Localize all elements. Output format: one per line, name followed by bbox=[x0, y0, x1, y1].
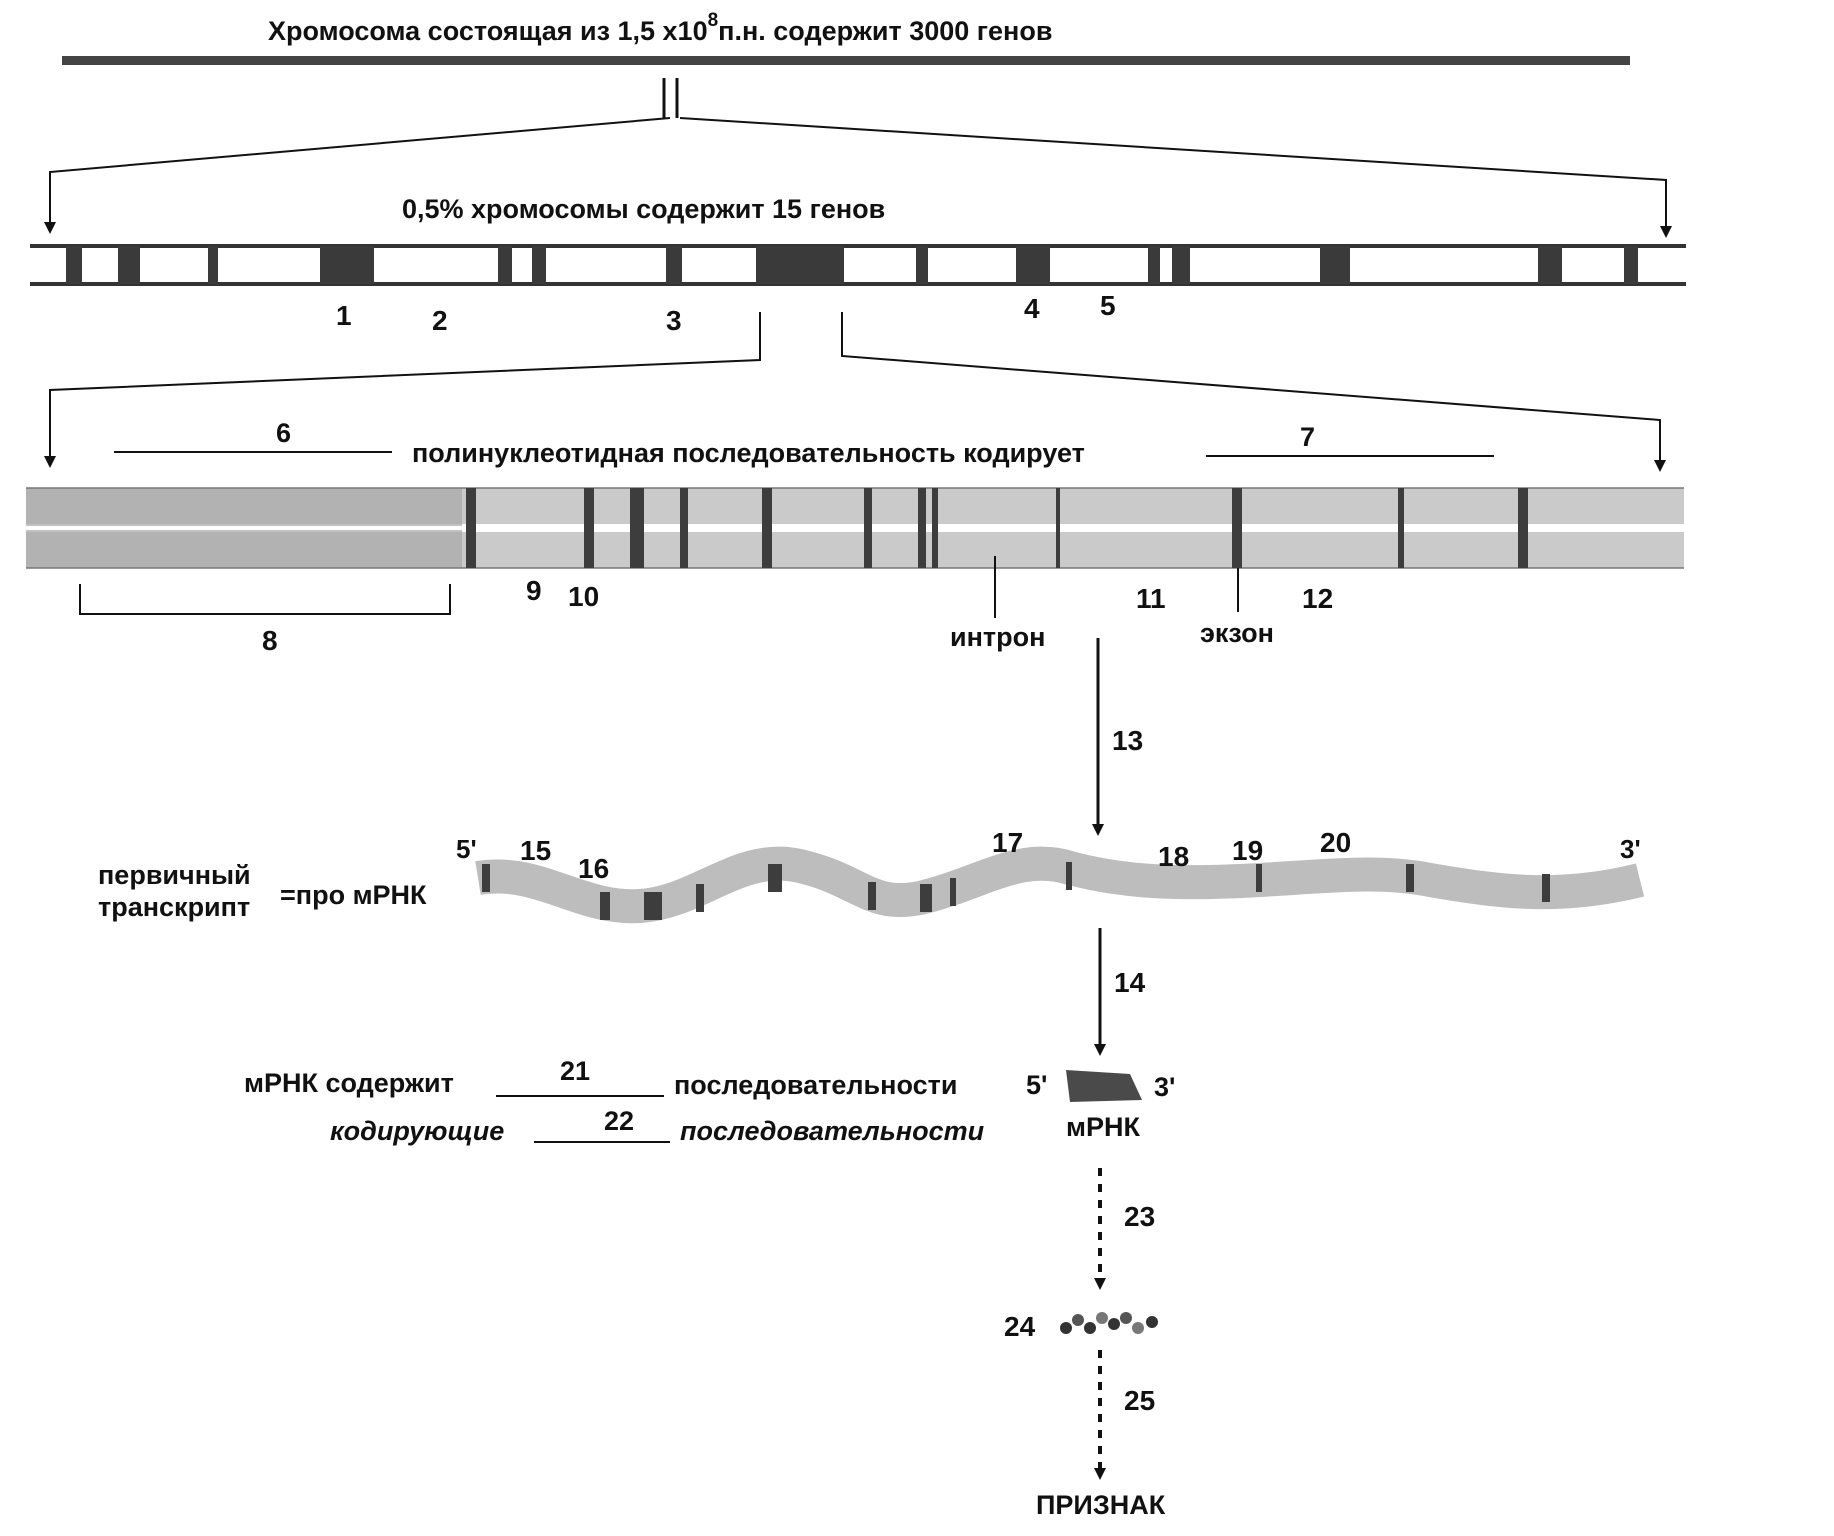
band bbox=[466, 488, 476, 568]
band bbox=[932, 488, 938, 568]
chromosome-segment bbox=[30, 246, 1686, 284]
mature-mrna-shape bbox=[1066, 1070, 1142, 1102]
gene-block bbox=[1624, 246, 1638, 284]
number-label: 18 bbox=[1158, 841, 1190, 872]
band bbox=[1398, 488, 1404, 568]
band bbox=[1232, 488, 1242, 568]
mrna-label: мРНК bbox=[1066, 1112, 1140, 1142]
chromosome-title: Хромосома состоящая из 1,5 $x10^8п.н$. содержит 3000 генов bbox=[268, 10, 1053, 46]
transcript-label-line1: первичный bbox=[98, 860, 251, 890]
mrna-line1-pre: мРНК содержит bbox=[244, 1068, 454, 1098]
result-label: ПРИЗНАК bbox=[1036, 1490, 1166, 1520]
number-label: 7 bbox=[1300, 422, 1316, 452]
band bbox=[1056, 488, 1060, 568]
chromosome-bar bbox=[62, 56, 1630, 65]
band bbox=[1518, 488, 1528, 568]
gene-block bbox=[916, 246, 928, 284]
number-label: 12 bbox=[1302, 583, 1334, 614]
segment-label: 0,5% хромосомы содержит 15 генов bbox=[402, 194, 886, 224]
number-label: 15 bbox=[520, 835, 552, 866]
number-label: 3 bbox=[666, 305, 682, 336]
number-label: 13 bbox=[1112, 725, 1144, 756]
number-label: 20 bbox=[1320, 827, 1352, 858]
number-label: 10 bbox=[568, 581, 600, 612]
band bbox=[630, 488, 644, 568]
gene-block bbox=[1172, 246, 1190, 284]
exon-label: экзон bbox=[1200, 618, 1274, 648]
number-label: 17 bbox=[992, 827, 1024, 858]
number-label: 23 bbox=[1124, 1201, 1156, 1232]
mrna-line2-pre: кодирующие bbox=[330, 1116, 505, 1146]
band bbox=[918, 488, 926, 568]
mrna-line1-post: последовательности bbox=[674, 1070, 958, 1100]
gene-block-expanded bbox=[756, 246, 844, 284]
end-3-prime: 3' bbox=[1620, 834, 1641, 864]
mrna-end-3-prime: 3' bbox=[1154, 1072, 1176, 1102]
number-label: 5 bbox=[1100, 290, 1116, 321]
gene-block bbox=[1320, 246, 1350, 284]
gene-block bbox=[66, 246, 82, 284]
mrna-end-5-prime: 5' bbox=[1026, 1070, 1048, 1100]
bracket-8 bbox=[80, 584, 450, 614]
number-label: 19 bbox=[1232, 835, 1264, 866]
gene-block bbox=[1016, 246, 1050, 284]
intron-label: интрон bbox=[950, 622, 1046, 652]
number-label: 16 bbox=[578, 853, 610, 884]
gene-block bbox=[118, 246, 140, 284]
transcript-label-line2: транскрипт bbox=[98, 892, 251, 922]
band bbox=[680, 488, 688, 568]
gene-block bbox=[1538, 246, 1562, 284]
band bbox=[762, 488, 772, 568]
gene-sentence: полинуклеотидная последовательность кодирует bbox=[412, 438, 1085, 468]
gene-block bbox=[532, 246, 546, 284]
gene-block bbox=[208, 246, 218, 284]
number-label: 1 bbox=[336, 300, 352, 331]
gene-block bbox=[1148, 246, 1160, 284]
number-label: 4 bbox=[1024, 293, 1040, 324]
band bbox=[584, 488, 594, 568]
number-label: 8 bbox=[262, 625, 278, 656]
end-5-prime: 5' bbox=[456, 834, 477, 864]
number-label: 21 bbox=[560, 1056, 591, 1086]
number-label: 14 bbox=[1114, 967, 1146, 998]
number-label: 9 bbox=[526, 575, 542, 606]
transcript-label-eq: =про мРНК bbox=[280, 880, 427, 910]
gene-block bbox=[666, 246, 682, 284]
dna-double-strand bbox=[26, 488, 1684, 568]
number-label: 22 bbox=[604, 1106, 635, 1136]
band bbox=[864, 488, 872, 568]
number-label: 25 bbox=[1124, 1385, 1156, 1416]
number-label: 24 bbox=[1004, 1311, 1036, 1342]
number-label: 6 bbox=[276, 418, 292, 448]
number-label: 11 bbox=[1136, 583, 1166, 614]
mrna-line2-post: последовательности bbox=[680, 1116, 985, 1146]
gene-block bbox=[320, 246, 374, 284]
gene-block bbox=[498, 246, 512, 284]
protein-chain-icon bbox=[1060, 1312, 1158, 1334]
number-label: 2 bbox=[432, 305, 448, 336]
